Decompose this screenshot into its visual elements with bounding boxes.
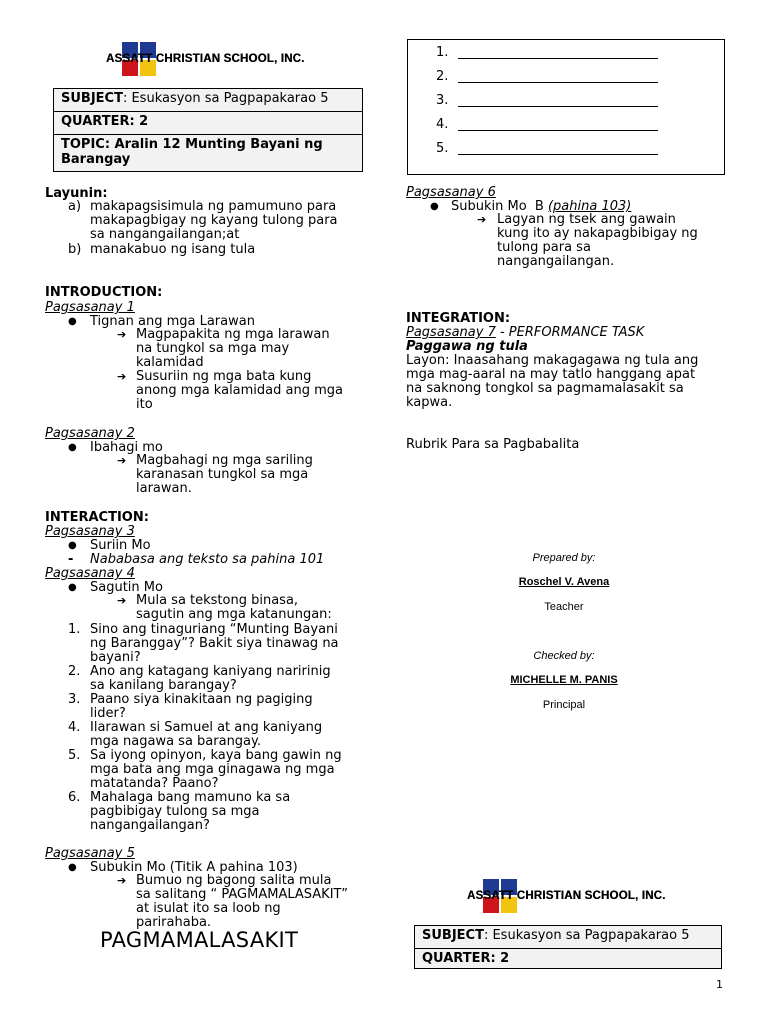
footer-subject-value: : Esukasyon sa Pagpapakarao 5 xyxy=(483,928,690,943)
p1-arrow-2-line-2: anong mga kalamidad ang mga xyxy=(136,383,343,398)
prepared-by-label: Prepared by: xyxy=(532,552,596,564)
p6-arrow-line-2: kung ito ay nakapagbibigay ng xyxy=(497,226,698,241)
prepared-by-name: Roschel V. Avena xyxy=(518,576,610,588)
footer-subject-label: SUBJECT xyxy=(422,928,484,943)
big-word: PAGMAMALASAKIT xyxy=(100,928,299,952)
question-number: 6. xyxy=(68,790,81,805)
performance-task-label: - PERFORMANCE TASK xyxy=(495,325,645,340)
layunin-a-line-3: sa nangangailangan;at xyxy=(90,227,240,242)
pagsasanay-2-label: Pagsasanay 2 xyxy=(45,426,135,441)
answer-line xyxy=(458,82,658,83)
p2-arrow-line-3: larawan. xyxy=(136,481,192,496)
question-3-line-1: Paano siya kinakitaan ng pagiging xyxy=(90,692,313,707)
arrow-icon: ➔ xyxy=(117,328,127,341)
dash-marker: - xyxy=(68,552,74,567)
bullet-icon: ● xyxy=(68,316,77,327)
pagsasanay-3-label: Pagsasanay 3 xyxy=(45,524,135,539)
prepared-by-role: Teacher xyxy=(544,601,584,613)
bullet-icon: ● xyxy=(68,540,77,551)
arrow-icon: ➔ xyxy=(117,370,127,383)
answer-line xyxy=(458,130,658,131)
p5-arrow-line-4: parirahaba. xyxy=(136,915,212,930)
p4-arrow xyxy=(136,594,332,622)
p2-arrow-line-1: Magbahagi ng mga sariling xyxy=(136,453,313,468)
p5-bullet-text: Subukin Mo (Titik A pahina 103) xyxy=(90,860,298,875)
p1-arrow-2-line-3: ito xyxy=(136,397,153,412)
layunin-b-line-1: manakabuo ng isang tula xyxy=(90,242,256,257)
question-1-line-3: bayani? xyxy=(90,650,141,665)
question-5-line-1: Sa iyong opinyon, kaya bang gawin ng xyxy=(90,748,342,763)
subject-cell xyxy=(54,89,363,112)
layon-line-2: mga mag-aaral na may tatlo hanggang apat xyxy=(406,367,696,382)
p1-arrow-1-line-1: Magpapakita ng mga larawan xyxy=(136,327,330,342)
p6-bullet-italic: (pahina 103) xyxy=(547,199,632,214)
question-5 xyxy=(68,749,368,791)
question-2 xyxy=(68,665,368,693)
school-name: ASSATT CHRISTIAN SCHOOL, INC. xyxy=(467,890,666,902)
p6-bullet-plain: Subukin Mo B xyxy=(451,199,548,214)
integration-title: Paggawa ng tula xyxy=(406,339,528,354)
topic-line-2: Barangay xyxy=(61,152,131,167)
question-1-line-2: ng Baranggay”? Bakit siya tinawag na xyxy=(90,636,339,651)
layunin-a-line-2: makapagbigay ng kayang tulong para xyxy=(90,213,338,228)
pagsasanay-5-label: Pagsasanay 5 xyxy=(45,846,135,861)
interaction-heading: INTERACTION: xyxy=(45,510,149,525)
p1-arrow-1-line-3: kalamidad xyxy=(136,355,204,370)
arrow-icon: ➔ xyxy=(477,213,487,226)
p1-arrow-2 xyxy=(136,370,343,412)
answer-number: 4. xyxy=(436,117,449,132)
p5-arrow-line-1: Bumuo ng bagong salita mula xyxy=(136,873,332,888)
pagsasanay-7-label: Pagsasanay 7 xyxy=(406,325,496,340)
p1-arrow-2-line-1: Susuriin ng mga bata kung xyxy=(136,369,312,384)
question-1-line-1: Sino ang tinaguriang “Munting Bayani xyxy=(90,622,338,637)
answer-number: 3. xyxy=(436,93,449,108)
layunin-a-line-1: makapagsisimula ng pamumuno para xyxy=(90,199,337,214)
bullet-icon: ● xyxy=(68,862,77,873)
answer-number: 2. xyxy=(436,69,449,84)
p5-arrow-line-2: sa salitang “ PAGMAMALASAKIT” xyxy=(136,887,348,902)
question-number: 4. xyxy=(68,720,81,735)
answer-number: 1. xyxy=(436,45,449,60)
question-number: 5. xyxy=(68,748,81,763)
question-text xyxy=(90,791,368,833)
school-name: ASSATT CHRISTIAN SCHOOL, INC. xyxy=(106,53,305,65)
p5-arrow xyxy=(136,874,348,930)
layunin-heading: Layunin: xyxy=(45,186,108,201)
question-6-line-3: nangangailangan? xyxy=(90,818,210,833)
arrow-icon: ➔ xyxy=(117,594,127,607)
p6-arrow-line-4: nangangailangan. xyxy=(497,254,615,269)
p2-bullet-text: Ibahagi mo xyxy=(90,440,163,455)
question-number: 1. xyxy=(68,622,81,637)
question-text xyxy=(90,749,368,791)
question-text xyxy=(90,623,368,665)
question-6-line-1: Mahalaga bang mamuno ka sa xyxy=(90,790,291,805)
pagsasanay-6-label: Pagsasanay 6 xyxy=(406,185,496,200)
layon-line-1: Layon: Inaasahang makagagawa ng tula ang xyxy=(406,353,699,368)
introduction-heading: INTRODUCTION: xyxy=(45,285,163,300)
layunin-marker-b: b) xyxy=(68,242,82,257)
question-5-line-2: mga bata ang mga ginagawa ng mga xyxy=(90,762,335,777)
layon-line-4: kapwa. xyxy=(406,395,453,410)
p3-dash-text: Nababasa ang teksto sa pahina 101 xyxy=(90,552,325,567)
checked-by-name: MICHELLE M. PANIS xyxy=(510,674,618,686)
arrow-icon: ➔ xyxy=(117,454,127,467)
footer-quarter-cell: QUARTER: 2 xyxy=(415,949,722,969)
p1-arrow-1 xyxy=(136,328,330,370)
question-6 xyxy=(68,791,368,833)
subject-label: SUBJECT xyxy=(61,91,123,106)
answer-line xyxy=(458,154,658,155)
quarter-cell: QUARTER: 2 xyxy=(54,112,363,135)
question-2-line-1: Ano ang katagang kaniyang naririnig xyxy=(90,664,331,679)
header-table xyxy=(53,88,363,172)
integration-heading: INTEGRATION: xyxy=(406,311,511,326)
question-text xyxy=(90,721,368,749)
footer-table xyxy=(414,925,722,969)
p2-arrow-1 xyxy=(136,454,313,496)
checked-by-role: Principal xyxy=(542,699,586,711)
p4-arrow-line-1: Mula sa tekstong binasa, xyxy=(136,593,299,608)
p1-bullet-text: Tignan ang mga Larawan xyxy=(90,314,255,329)
p6-arrow xyxy=(497,213,698,269)
checked-by-label: Checked by: xyxy=(533,650,595,662)
pagsasanay-4-label: Pagsasanay 4 xyxy=(45,566,135,581)
p6-arrow-line-1: Lagyan ng tsek ang gawain xyxy=(497,212,676,227)
p6-arrow-line-3: tulong para sa xyxy=(497,240,591,255)
school-logo xyxy=(106,40,316,80)
question-text xyxy=(90,665,368,693)
layunin-text-a xyxy=(90,200,390,242)
arrow-icon: ➔ xyxy=(117,874,127,887)
question-4 xyxy=(68,721,368,749)
rubrik-text: Rubrik Para sa Pagbabalita xyxy=(406,437,580,452)
pagsasanay-7 xyxy=(406,325,644,340)
question-4-line-2: mga nagawa sa barangay. xyxy=(90,734,261,749)
question-1 xyxy=(68,623,368,665)
answer-line xyxy=(458,58,658,59)
layunin-marker-a: a) xyxy=(68,199,82,214)
p2-arrow-line-2: karanasan tungkol sa mga xyxy=(136,467,309,482)
p4-arrow-line-2: sagutin ang mga katanungan: xyxy=(136,607,332,622)
bullet-icon: ● xyxy=(430,201,439,212)
question-number: 2. xyxy=(68,664,81,679)
question-3 xyxy=(68,693,368,721)
topic-cell xyxy=(54,135,363,172)
question-5-line-3: matatanda? Paano? xyxy=(90,776,219,791)
answer-line xyxy=(458,106,658,107)
question-text xyxy=(90,693,368,721)
bullet-icon: ● xyxy=(68,582,77,593)
question-3-line-2: lider? xyxy=(90,706,126,721)
question-6-line-2: pagbibigay tulong sa mga xyxy=(90,804,260,819)
question-2-line-2: sa kanilang barangay? xyxy=(90,678,237,693)
p4-bullet-text: Sagutin Mo xyxy=(90,580,163,595)
question-number: 3. xyxy=(68,692,81,707)
topic-line-1: TOPIC: Aralin 12 Munting Bayani ng xyxy=(61,137,323,152)
school-logo-footer xyxy=(467,877,687,917)
footer-subject-cell xyxy=(415,926,722,949)
p1-arrow-1-line-2: na tungkol sa mga may xyxy=(136,341,290,356)
p3-bullet-text: Suriin Mo xyxy=(90,538,151,553)
pagsasanay-1-label: Pagsasanay 1 xyxy=(45,300,135,315)
layon-line-3: na saknong tongkol sa pagmamalasakit sa xyxy=(406,381,684,396)
subject-value: : Esukasyon sa Pagpapakarao 5 xyxy=(122,91,329,106)
p5-arrow-line-3: at isulat ito sa loob ng xyxy=(136,901,281,916)
answer-box xyxy=(407,39,725,175)
integration-layon xyxy=(406,354,698,410)
answer-number: 5. xyxy=(436,141,449,156)
question-4-line-1: Ilarawan si Samuel at ang kaniyang xyxy=(90,720,323,735)
bullet-icon: ● xyxy=(68,442,77,453)
page-number: 1 xyxy=(716,978,723,991)
